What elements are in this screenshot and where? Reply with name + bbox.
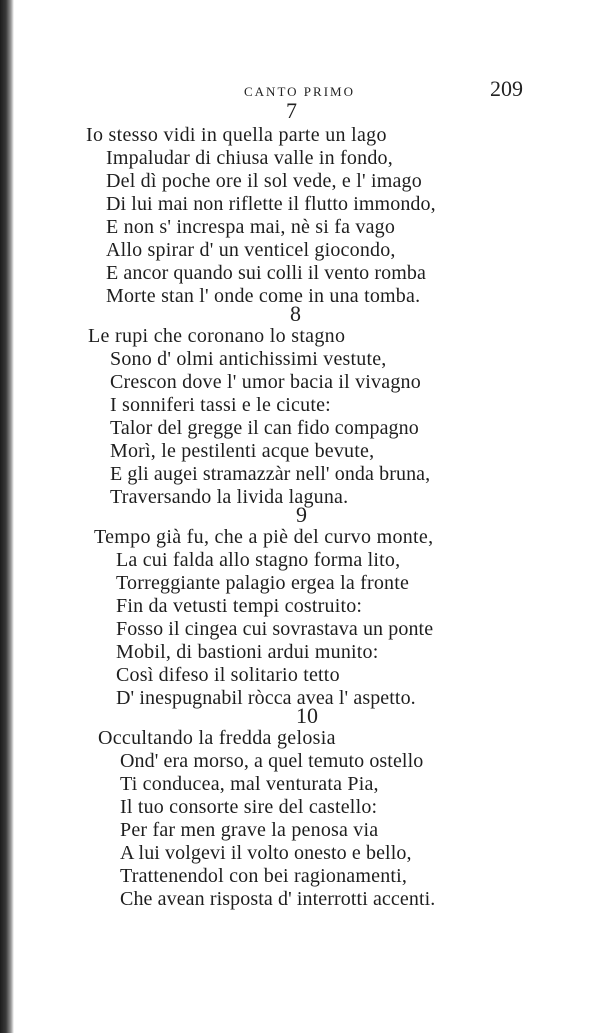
verse-line: Occultando la fredda gelosia [98, 727, 336, 749]
verse-line: Impaludar di chiusa valle in fondo, [106, 147, 393, 169]
verse-line: Morì, le pestilenti acque bevute, [110, 440, 375, 462]
verse-line: Talor del gregge il can fido compagno [110, 417, 419, 439]
verse-line: Torreggiante palagio ergea la fronte [116, 572, 410, 594]
book-gutter-shadow [0, 0, 14, 1033]
verse-line: Morte stan l' onde come in una tomba. [106, 285, 421, 307]
verse-line: E gli augei stramazzàr nell' onda bruna, [110, 463, 431, 485]
page-number: 209 [490, 76, 523, 101]
verse-line: Ti conducea, mal venturata Pia, [120, 773, 379, 795]
verse-line: Di lui mai non riflette il flutto immondo, [106, 193, 436, 215]
verse-line: Mobil, di bastioni ardui munito: [116, 641, 379, 663]
verse-line: Del dì poche ore il sol vede, e l' imago [106, 170, 422, 192]
running-head: CANTO PRIMO [244, 84, 355, 99]
stanza-number: 8 [290, 301, 301, 326]
verse-line: E non s' increspa mai, nè si fa vago [106, 216, 396, 238]
verse-line: Sono d' olmi antichissimi vestute, [110, 348, 387, 370]
verse-line: Così difeso il solitario tetto [116, 664, 340, 686]
verse-line: Che avean risposta d' interrotti accenti. [120, 888, 436, 910]
verse-line: Fin da vetusti tempi costruito: [116, 595, 363, 617]
verse-line: A lui volgevi il volto onesto e bello, [120, 842, 412, 864]
stanza-number: 9 [296, 502, 307, 527]
verse-line: Le rupi che coronano lo stagno [88, 325, 346, 347]
verse-line: Fosso il cingea cui sovrastava un ponte [116, 618, 434, 640]
verse-line: Per far men grave la penosa via [120, 819, 379, 841]
verse-line: Io stesso vidi in quella parte un lago [86, 124, 387, 146]
verse-line: D' inespugnabil ròcca avea l' aspetto. [116, 687, 416, 709]
verse-line: Trattenendol con bei ragionamenti, [120, 865, 408, 887]
verse-line: La cui falda allo stagno forma lito, [116, 549, 401, 571]
verse-line: I sonniferi tassi e le cicute: [110, 394, 331, 416]
stanza-number: 10 [296, 703, 318, 728]
verse-line: Il tuo consorte sire del castello: [120, 796, 378, 818]
verse-line: Traversando la livida laguna. [110, 486, 349, 508]
verse-line: Tempo già fu, che a piè del curvo monte, [94, 526, 434, 548]
verse-line: Crescon dove l' umor bacia il vivagno [110, 371, 421, 393]
verse-line: E ancor quando sui colli il vento romba [106, 262, 426, 284]
verse-line: Ond' era morso, a quel temuto ostello [120, 750, 424, 772]
verse-line: Allo spirar d' un venticel giocondo, [106, 239, 396, 261]
stanza-number: 7 [286, 98, 297, 123]
